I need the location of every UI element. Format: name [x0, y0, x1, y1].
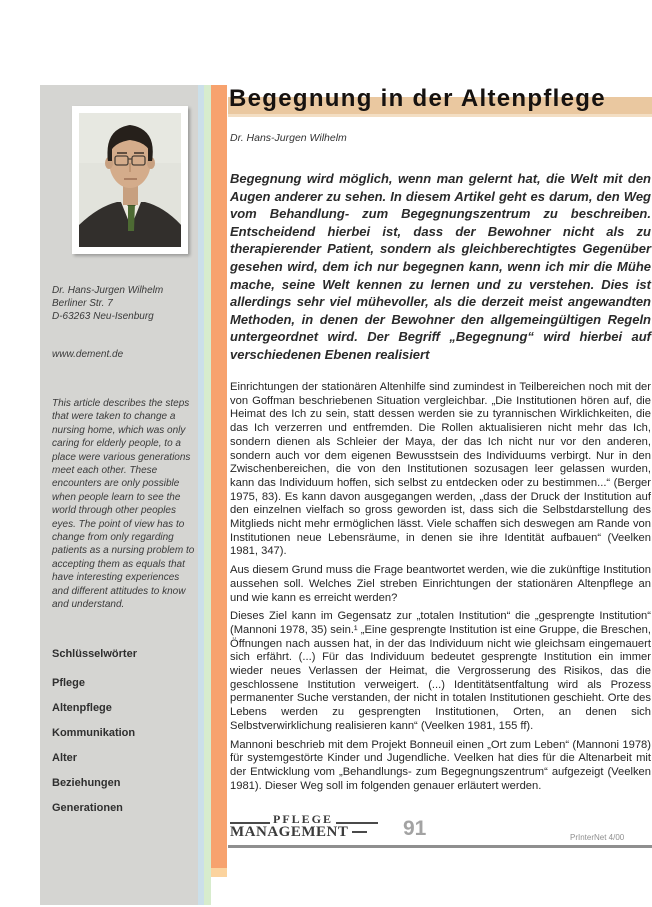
author-address-line: Dr. Hans-Jurgen Wilhelm [52, 285, 164, 296]
author-address-line: D-63263 Neu-Isenburg [52, 311, 154, 322]
keyword-item: Generationen [52, 802, 123, 814]
page-number: 91 [403, 817, 427, 840]
author-address [52, 284, 194, 323]
keyword-item: Pflege [52, 677, 86, 689]
author-photo [72, 106, 188, 254]
keywords-heading: Schlüsselwörter [52, 648, 137, 660]
accent-stripe-orange [211, 85, 227, 868]
body-paragraph: Einrichtungen der stationären Altenhilfe sind zumindest in Teilbereichen noch mit der von Goffman beschriebenen Situation vergleichbar. „Die Institutionen hören auf, die Heimat des Ich zu sein, statt dessen werden sie zu tyrannischen Wirklichkeiten, die das Ich verzerren und entfremden. Die Rollen aktualisieren nicht mehr das Ich, sondern dienen als Schleier der Maya, der das Ich nicht nur vor den anderen, sondern auch vor dem eigenen Bewusstsein des Individuums verbirgt. Nur in den Zwischenbereichen, die von den Institutionen sozusagen leer gelassen wurden, kann das Individuum hoffen, sich selbst zu entdecken oder zu bestimmen...“ (Berger 1975, 83). Es kann davon ausgegangen werden, „dass der Druck der Institution auf den einzelnen vielfach so gross geworden ist, dass sich die Selbstdarstellung des Mitglieds nicht mehr ermöglichen lässt. Viele schaffen sich deswegen am Rande von Institutionen neue Lebensräume, in denen sie ihre Identität aufbauen“ (Veelken 1981, 347). [230, 381, 651, 558]
issue-label: PrInterNet 4/00 [570, 833, 625, 842]
article-body [230, 381, 651, 798]
author-address-line: Berliner Str. 7 [52, 298, 113, 309]
author-byline: Dr. Hans-Jurgen Wilhelm [230, 132, 347, 144]
author-website: www.dement.de [52, 349, 124, 360]
keyword-item: Alter [52, 752, 78, 764]
keyword-item: Beziehungen [52, 777, 121, 789]
journal-name-top: PFLEGE [273, 812, 334, 826]
body-paragraph: Aus diesem Grund muss die Frage beantwortet werden, wie die zukünftige Institution aussehen soll. Welches Ziel streben Einrichtungen der stationären Altenpflege an und wie kann es erreicht werden? [230, 564, 651, 604]
journal-name-bottom: MANAGEMENT [230, 824, 349, 840]
footer-rule [228, 845, 652, 848]
article-title: Begegnung in der Altenpflege [229, 85, 606, 112]
body-paragraph: Mannoni beschrieb mit dem Projekt Bonneuil einen „Ort zum Leben“ (Mannoni 1978) für systemgestörte Kinder und Jugendliche. Veelken hat dies für die Altenarbeit mit der Entwicklung vom „Behandlungs- zum Begegnungszentrum“ aufgezeigt (Veelken 1981). Dieser Weg soll im folgenden genauer erläutert werden. [230, 738, 651, 792]
accent-stripe-orange-tip [211, 868, 227, 877]
journal-logo [230, 813, 378, 839]
keyword-item: Kommunikation [52, 727, 136, 739]
keywords-list [52, 671, 194, 821]
accent-stripe-green [204, 85, 211, 905]
article-intro: Begegnung wird möglich, wenn man gelernt hat, die Welt mit den Augen anderer zu sehen. In diesem Artikel geht es darum, den Weg vom Behandlung- zum Begegnungszentrum zu beschreiben. Entscheidend hierbei ist, dass der Bewohner nicht als zu therapierender Patient, sondern als gleichberechtigtes Gegenüber gesehen wird, dem ich nur begegnen kann, wenn ich mir die Mühe mache, seine Welt kennen zu lernen und zu verstehen. Dies ist allerdings sehr viel mühevoller, als die derzeit meist angewandten Methoden, in denen der Bewohner den allgemeingültigen Regeln untergeordnet wird. Der Begriff „Begegnung“ wird hierbei auf verschiedenen Ebenen realisiert [230, 171, 651, 362]
body-paragraph: Dieses Ziel kann im Gegensatz zur „totalen Institution“ die „gesprengte Institution“ (Mannoni 1978, 35) sein.¹ „Eine gesprengte Institution ist eine Gruppe, die Breschen, Öffnungen nach aussen hat, in der das Individuum nicht wie gleichsam eingemauert sich erfährt. (...) Für das Individuum bedeutet gesprengte Institution ein immer wieder neues Verlassen der Heimat, die Vergrosserung des Risikos, das die geschlossene Institution verweigert. (...) Identitätsentfaltung wird als Prozess permanenter Suche verstanden, der nicht in totalen Institutionen geschieht. Orte des Lebens werden zu gesprengten Institutionen, Orten, an denen sich Selbstverwirklichung realisieren kann“ (Veelken 1981, 155 ff). [230, 610, 651, 732]
author-portrait-illustration [79, 113, 181, 247]
title-highlight-band-soft [228, 114, 652, 117]
keyword-item: Altenpflege [52, 702, 112, 714]
logo-rule-trailing [352, 831, 367, 833]
article-abstract-english: This article describes the steps that were taken to change a nursing home, which was only caring for elderly people, to a place were various generations meet each other. These encounters are only possible when people learn to see the world through other peoples eyes. The point of view has to change from only regarding patients as a nursing problem to accepting them as equals that have interesting experiences and different attitudes to know and understand. [52, 398, 195, 611]
